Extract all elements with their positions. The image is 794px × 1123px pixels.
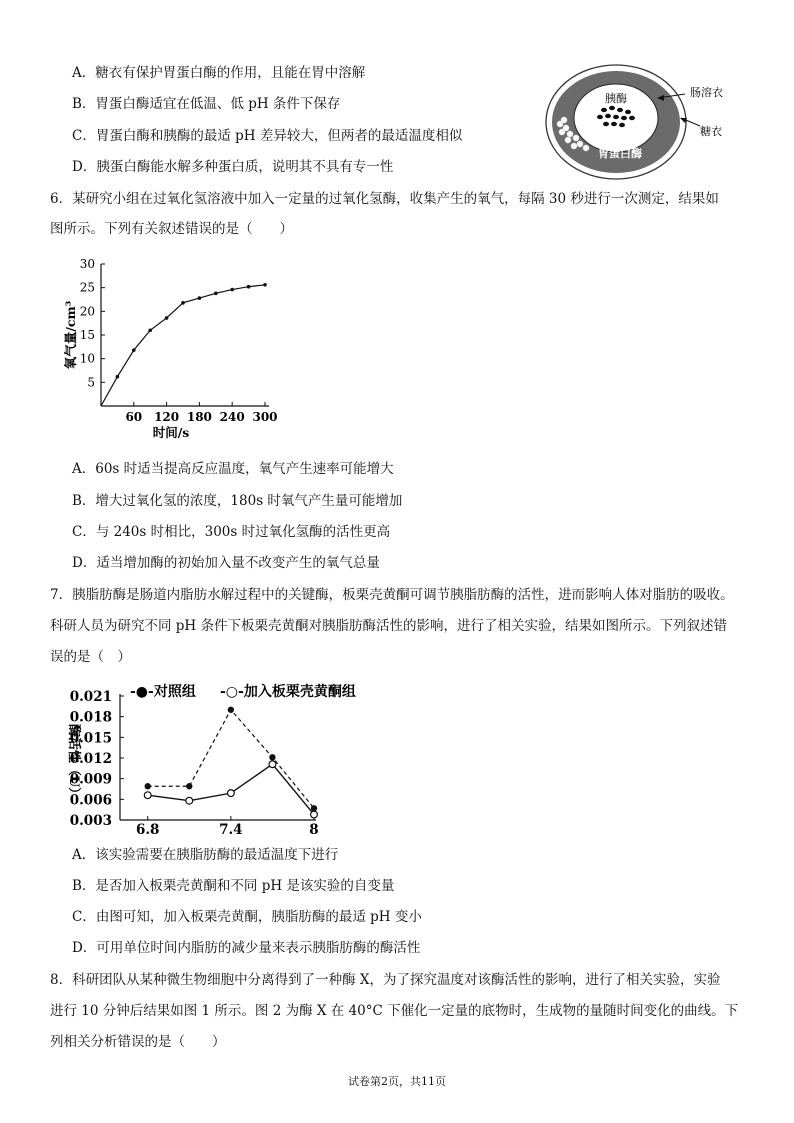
oxygen-point xyxy=(116,375,120,379)
flavonoid-point xyxy=(227,790,234,797)
x-tick-label: 240 xyxy=(219,410,245,424)
control-point xyxy=(228,707,234,713)
y-tick-label: 0.012 xyxy=(69,751,112,767)
x-tick-label: 7.4 xyxy=(219,822,243,836)
y-tick-label: 0.018 xyxy=(69,709,112,726)
q8-stem-line2: 进行 10 分钟后结果如图 1 所示。图 2 为酶 X 在 40°C 下催化一定量的底物时，生成物的量随时间变化的曲线。下 xyxy=(50,1003,739,1019)
q7-option-a: A．该实验需要在胰脂肪酶的最适温度下进行 xyxy=(72,847,339,863)
q6-option-d: D．适当增加酶的初始加入量不改变产生的氧气总量 xyxy=(72,555,380,571)
oxygen-chart xyxy=(55,252,290,444)
y-axis-title: 酶活性（U） xyxy=(66,723,81,801)
flavonoid-point xyxy=(144,792,151,799)
label-pepsin: 胃蛋白酶 xyxy=(598,147,642,160)
q7-option-b: B．是否加入板栗壳黄酮和不同 pH 是该实验的自变量 xyxy=(72,878,395,894)
oxygen-point xyxy=(263,283,267,287)
y-tick-label: 5 xyxy=(87,375,95,390)
oxygen-point xyxy=(214,292,218,296)
y-tick-label: 10 xyxy=(79,351,95,366)
q8-stem-line1: 8．科研团队从某种微生物细胞中分离得到了一种酶 X，为了探究温度对该酶活性的影响，进行了相关实验，实验 xyxy=(50,972,721,988)
oxygen-point xyxy=(247,285,251,289)
q8-stem-line3: 列相关分析错误的是（ ） xyxy=(50,1034,226,1050)
oxygen-point xyxy=(181,301,185,305)
oxygen-point xyxy=(230,288,234,292)
q6-option-b: B．增大过氧化氢的浓度，180s 时氧气产生量可能增加 xyxy=(72,493,403,509)
q5-option-b: B．胃蛋白酶适宜在低温、低 pH 条件下保存 xyxy=(72,96,341,112)
y-tick-label: 25 xyxy=(79,280,95,295)
flavonoid-point xyxy=(311,811,318,818)
label-sugar-coat: 糖衣 xyxy=(700,125,722,138)
oxygen-point xyxy=(165,316,169,320)
y-tick-label: 0.003 xyxy=(69,813,112,829)
flavonoid-point xyxy=(186,797,193,804)
y-tick-label: 15 xyxy=(79,328,95,342)
oxygen-point xyxy=(148,328,152,332)
control-point xyxy=(269,754,275,760)
oxygen-point xyxy=(132,348,136,352)
x-axis-title: 时间/s xyxy=(152,425,190,440)
page-footer: 试卷第2页，共11页 xyxy=(348,1075,446,1088)
q7-stem-line1: 7．胰脂肪酶是肠道内脂肪水解过程中的关键酶，板栗壳黄酮可调节胰脂肪酶的活性，进而影响人体对脂肪的吸收。 xyxy=(50,587,734,603)
label-pancreatin: 胰酶 xyxy=(605,92,627,105)
y-tick-label: 20 xyxy=(79,304,95,319)
q7-option-c: C．由图可知，加入板栗壳黄酮，胰脂肪酶的最适 pH 变小 xyxy=(72,909,422,925)
control-point xyxy=(186,783,192,789)
q6-stem-line2: 图所示。下列有关叙述错误的是（ ） xyxy=(50,221,293,237)
q6-option-c: C．与 240s 时相比，300s 时过氧化氢酶的活性更高 xyxy=(72,524,391,540)
x-tick-label: 180 xyxy=(186,410,212,424)
q7-stem-line2: 科研人员为研究不同 pH 条件下板栗壳黄酮对胰脂肪酶活性的影响，进行了相关实验，结果如图所示。下列叙述错 xyxy=(50,618,727,634)
y-tick-label: 0.021 xyxy=(69,689,112,705)
x-tick-label: 300 xyxy=(252,410,278,424)
q6-stem-line1: 6．某研究小组在过氧化氢溶液中加入一定量的过氧化氢酶，收集产生的氧气，每隔 30 秒进行一次测定，结果如 xyxy=(50,191,719,207)
x-tick-label: 6.8 xyxy=(135,822,160,836)
x-tick-label: 120 xyxy=(154,410,180,424)
label-enteric-coat: 肠溶衣 xyxy=(690,86,723,99)
q5-option-c: C．胃蛋白酶和胰酶的最适 pH 差异较大，但两者的最适温度相似 xyxy=(72,128,463,144)
q6-option-a: A．60s 时适当提高反应温度，氧气产生速率可能增大 xyxy=(72,461,394,477)
y-tick-label: 30 xyxy=(79,257,95,271)
q5-option-d: D．胰蛋白酶能水解多种蛋白质，说明其不具有专一性 xyxy=(72,159,394,175)
oxygen-point xyxy=(198,296,202,300)
legend-control: -●-对照组 xyxy=(130,684,196,700)
lipase-chart xyxy=(50,676,380,836)
q7-stem-line3: 误的是（ ） xyxy=(50,649,131,665)
x-tick-label: 60 xyxy=(125,410,143,424)
y-axis-title: 氧气量/cm³ xyxy=(63,300,78,370)
q7-option-d: D．可用单位时间内脂肪的减少量来表示胰脂肪酶的酶活性 xyxy=(72,940,421,956)
y-tick-label: 0.015 xyxy=(69,730,112,747)
flavonoid-point xyxy=(269,761,276,768)
capsule-figure xyxy=(540,60,760,190)
y-tick-label: 0.006 xyxy=(69,792,112,809)
x-tick-label: 8 xyxy=(309,822,319,836)
control-point xyxy=(145,783,151,789)
q5-option-a: A．糖衣有保护胃蛋白酶的作用，且能在胃中溶解 xyxy=(72,65,366,81)
y-tick-label: 0.009 xyxy=(69,771,112,788)
legend-flavonoid: -○-加入板栗壳黄酮组 xyxy=(220,684,356,700)
